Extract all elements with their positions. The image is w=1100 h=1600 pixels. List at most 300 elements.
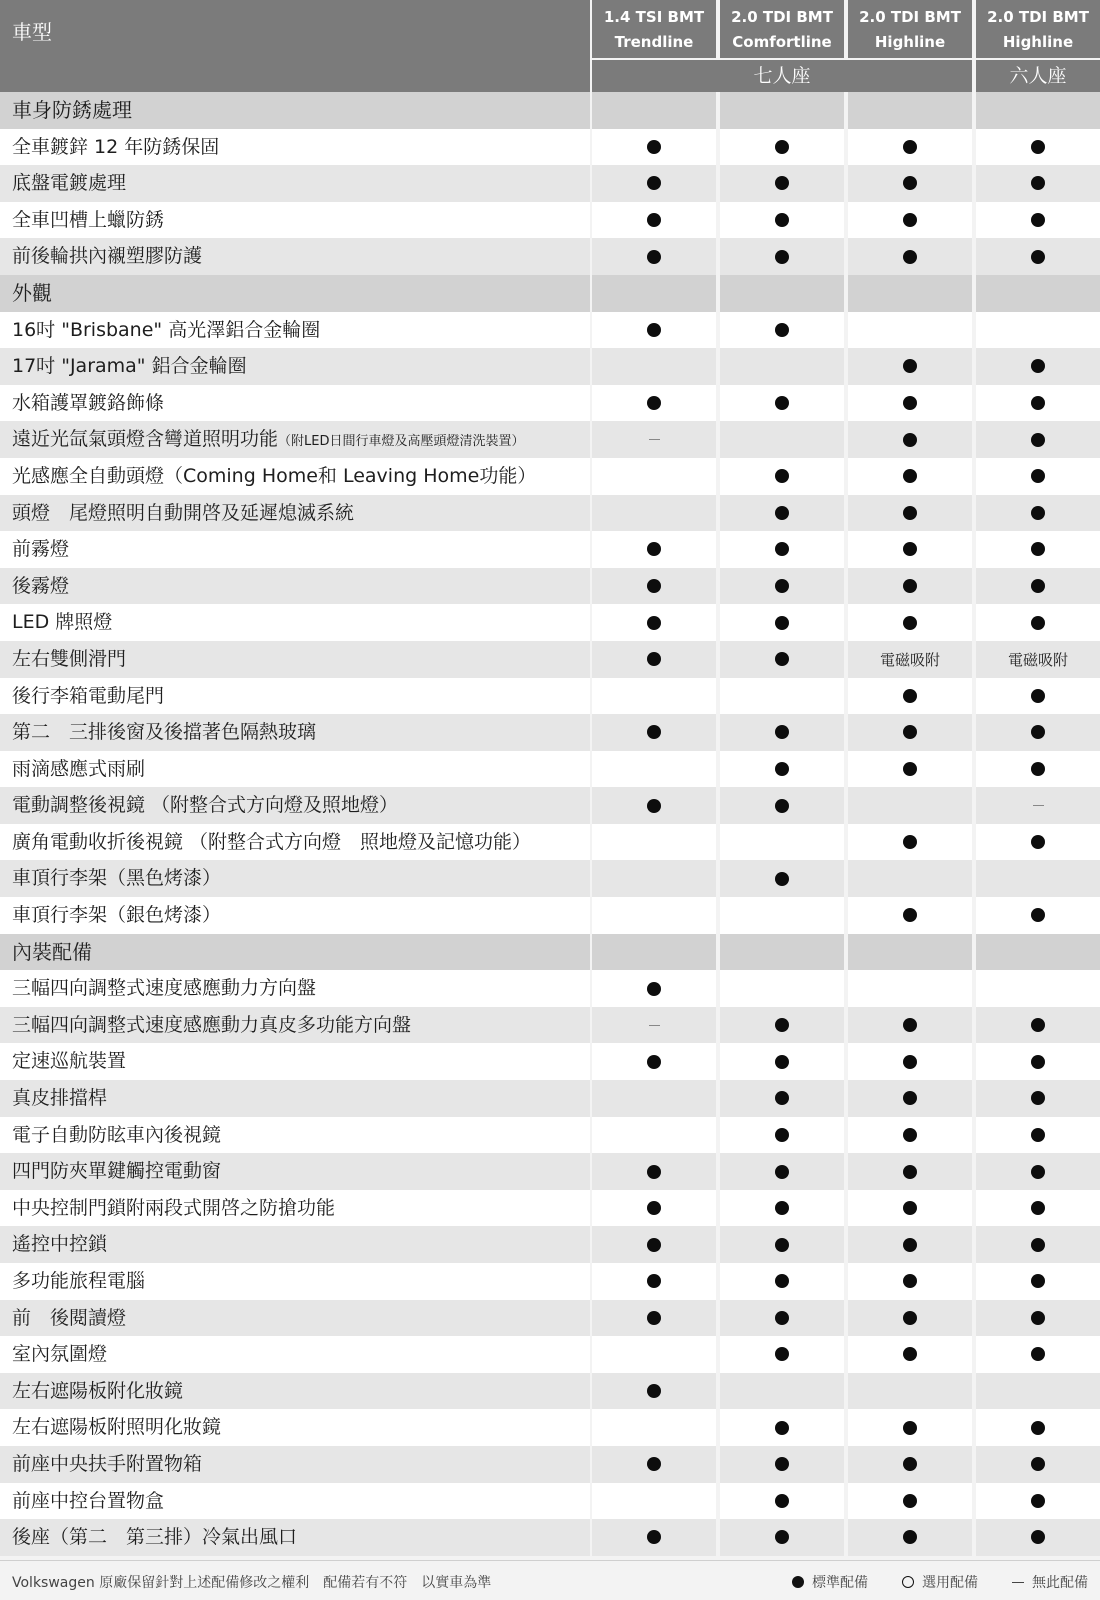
standard-dot-icon — [1031, 396, 1045, 410]
model-engine: 2.0 TDI BMT — [859, 8, 961, 26]
table-row — [0, 1373, 1100, 1410]
standard-dot-icon — [775, 1530, 789, 1544]
standard-dot-icon — [1031, 835, 1045, 849]
availability-cell — [976, 1263, 1100, 1300]
standard-dot-icon — [647, 579, 661, 593]
standard-dot-icon — [775, 1018, 789, 1032]
table-row — [0, 421, 1100, 458]
availability-cell — [976, 1519, 1100, 1556]
availability-cell — [848, 495, 972, 532]
standard-dot-icon — [903, 725, 917, 739]
standard-dot-icon — [1031, 176, 1045, 190]
feature-label — [0, 1519, 590, 1556]
availability-cell — [720, 238, 844, 275]
standard-dot-icon — [792, 1576, 804, 1588]
section-row — [0, 275, 1100, 312]
availability-cell — [592, 458, 716, 495]
availability-cell — [592, 568, 716, 605]
model-header-3 — [848, 0, 972, 58]
availability-cell — [848, 458, 972, 495]
availability-cell — [592, 678, 716, 715]
availability-cell — [976, 897, 1100, 934]
availability-cell — [976, 312, 1100, 349]
availability-cell — [976, 202, 1100, 239]
availability-cell — [848, 1300, 972, 1337]
availability-cell — [720, 1483, 844, 1520]
feature-label — [0, 568, 590, 605]
feature-label-text: 前 後閱讀燈 — [12, 1306, 127, 1329]
feature-label-text: 後霧燈 — [12, 574, 70, 597]
model-trim: Highline — [1002, 33, 1074, 51]
feature-label-text: 多功能旅程電腦 — [12, 1270, 146, 1292]
availability-cell — [592, 897, 716, 934]
standard-dot-icon — [775, 323, 789, 337]
availability-cell — [592, 934, 716, 971]
feature-label — [0, 348, 590, 385]
table-row — [0, 202, 1100, 239]
standard-dot-icon — [775, 1091, 789, 1105]
availability-cell — [976, 348, 1100, 385]
availability-cell — [976, 824, 1100, 861]
availability-cell — [592, 1336, 716, 1373]
availability-cell — [976, 1409, 1100, 1446]
availability-cell — [720, 1446, 844, 1483]
feature-label — [0, 385, 590, 422]
availability-cell — [720, 678, 844, 715]
availability-cell — [592, 1080, 716, 1117]
availability-cell — [720, 495, 844, 532]
disclaimer-note: Volkswagen 原廠保留針對上述配備修改之權利 配備若有不符 以實車為準 — [12, 1575, 492, 1591]
feature-label — [0, 1336, 590, 1373]
feature-label-text: 中央控制門鎖附兩段式開啓之防搶功能 — [12, 1196, 336, 1219]
table-row — [0, 1336, 1100, 1373]
availability-cell — [976, 129, 1100, 166]
availability-cell — [592, 1043, 716, 1080]
availability-cell — [720, 714, 844, 751]
availability-cell — [976, 1300, 1100, 1337]
feature-label — [0, 641, 590, 678]
availability-cell — [848, 934, 972, 971]
standard-dot-icon — [903, 506, 917, 520]
standard-dot-icon — [775, 1055, 789, 1069]
availability-cell — [720, 1080, 844, 1117]
availability-cell — [720, 202, 844, 239]
standard-dot-icon — [1031, 1201, 1045, 1215]
availability-text: 電磁吸附 — [879, 650, 940, 669]
availability-cell — [848, 1153, 972, 1190]
availability-cell — [848, 1336, 972, 1373]
model-engine: 1.4 TSI BMT — [603, 8, 705, 26]
feature-label-text: 四門防夾單鍵觸控電動窗 — [12, 1160, 222, 1183]
standard-dot-icon — [1031, 1091, 1045, 1105]
standard-dot-icon — [903, 762, 917, 776]
availability-cell — [720, 787, 844, 824]
feature-label — [0, 1373, 590, 1410]
availability-cell — [848, 1117, 972, 1154]
availability-cell — [976, 1226, 1100, 1263]
availability-cell — [592, 787, 716, 824]
standard-dot-icon — [775, 213, 789, 227]
standard-dot-icon — [903, 140, 917, 154]
availability-cell — [720, 897, 844, 934]
availability-cell — [720, 1263, 844, 1300]
availability-cell — [720, 1190, 844, 1227]
model-engine: 2.0 TDI BMT — [987, 8, 1089, 26]
model-trim: Comfortline — [732, 33, 832, 51]
standard-dot-icon — [647, 140, 661, 154]
availability-cell — [848, 1080, 972, 1117]
standard-dot-icon — [903, 1018, 917, 1032]
header-title: 車型 — [12, 20, 52, 44]
availability-cell — [976, 1446, 1100, 1483]
availability-cell — [848, 1519, 972, 1556]
standard-dot-icon — [647, 1274, 661, 1288]
spec-table-body — [0, 92, 1100, 1556]
standard-dot-icon — [647, 323, 661, 337]
availability-cell — [720, 860, 844, 897]
table-row — [0, 604, 1100, 641]
availability-cell — [720, 934, 844, 971]
standard-dot-icon — [647, 1165, 661, 1179]
standard-dot-icon — [647, 1201, 661, 1215]
standard-dot-icon — [1031, 1457, 1045, 1471]
header-title-cell — [0, 0, 590, 92]
standard-dot-icon — [1031, 1274, 1045, 1288]
table-row — [0, 1117, 1100, 1154]
standard-dot-icon — [903, 1311, 917, 1325]
table-row — [0, 238, 1100, 275]
availability-cell — [848, 1263, 972, 1300]
table-row — [0, 860, 1100, 897]
feature-label-text: 前後輪拱內襯塑膠防護 — [12, 245, 203, 268]
standard-dot-icon — [903, 359, 917, 373]
feature-label-text: 車頂行李架（銀色烤漆） — [12, 904, 222, 927]
none-dash-icon — [1033, 805, 1044, 806]
section-row — [0, 92, 1100, 129]
availability-cell — [592, 1190, 716, 1227]
section-row — [0, 934, 1100, 971]
availability-cell — [720, 1336, 844, 1373]
feature-label-text: 真皮排擋桿 — [12, 1087, 108, 1110]
table-row — [0, 824, 1100, 861]
availability-cell — [592, 1446, 716, 1483]
standard-dot-icon — [647, 725, 661, 739]
availability-cell — [976, 1373, 1100, 1410]
feature-label-text: 三幅四向調整式速度感應動力真皮多功能方向盤 — [12, 1013, 412, 1036]
standard-dot-icon — [903, 1055, 917, 1069]
availability-cell — [592, 165, 716, 202]
availability-cell — [976, 458, 1100, 495]
availability-cell — [976, 1190, 1100, 1227]
availability-cell — [592, 531, 716, 568]
standard-dot-icon — [1031, 1018, 1045, 1032]
standard-dot-icon — [1031, 579, 1045, 593]
standard-dot-icon — [647, 1238, 661, 1252]
availability-cell — [848, 604, 972, 641]
feature-label — [0, 604, 590, 641]
legend-standard: 標準配備 — [812, 1575, 868, 1591]
availability-cell — [592, 495, 716, 532]
table-row — [0, 312, 1100, 349]
standard-dot-icon — [775, 725, 789, 739]
feature-label-text: 全車凹槽上蠟防銹 — [12, 208, 165, 231]
seat-group-six: 六人座 — [976, 60, 1100, 92]
feature-label-text: 光感應全自動頭燈（Coming Home和 Leaving Home功能） — [12, 464, 537, 487]
table-row — [0, 1483, 1100, 1520]
availability-cell — [592, 1483, 716, 1520]
standard-dot-icon — [775, 1494, 789, 1508]
feature-label-text: 外觀 — [12, 280, 52, 305]
availability-cell — [976, 1153, 1100, 1190]
availability-text: 電磁吸附 — [1007, 650, 1068, 669]
availability-cell — [848, 421, 972, 458]
feature-label-text: 遠近光氙氣頭燈含彎道照明功能 — [12, 428, 279, 451]
availability-cell — [848, 165, 972, 202]
standard-dot-icon — [903, 1201, 917, 1215]
table-row — [0, 1263, 1100, 1300]
feature-label — [0, 1080, 590, 1117]
feature-label-text: 頭燈 尾燈照明自動開啓及延遲熄滅系統 — [12, 501, 355, 524]
standard-dot-icon — [647, 1530, 661, 1544]
feature-label — [0, 751, 590, 788]
model-trim: Trendline — [614, 33, 694, 51]
availability-cell — [592, 714, 716, 751]
standard-dot-icon — [647, 396, 661, 410]
feature-label-text: 廣角電動收折後視鏡 （附整合式方向燈 照地燈及記憶功能） — [12, 830, 532, 853]
availability-cell — [848, 751, 972, 788]
feature-label-text: 16吋 "Brisbane" 高光澤鋁合金輪圈 — [12, 318, 321, 341]
feature-label-text: 遙控中控鎖 — [12, 1233, 108, 1256]
feature-label — [0, 312, 590, 349]
availability-cell — [720, 458, 844, 495]
standard-dot-icon — [903, 250, 917, 264]
standard-dot-icon — [1031, 506, 1045, 520]
table-row — [0, 458, 1100, 495]
standard-dot-icon — [1031, 725, 1045, 739]
standard-dot-icon — [903, 542, 917, 556]
availability-cell — [720, 1153, 844, 1190]
availability-cell — [848, 1409, 972, 1446]
availability-cell — [592, 1263, 716, 1300]
feature-label — [0, 1263, 590, 1300]
standard-dot-icon — [1031, 908, 1045, 922]
standard-dot-icon — [775, 542, 789, 556]
feature-label — [0, 238, 590, 275]
standard-dot-icon — [647, 616, 661, 630]
standard-dot-icon — [647, 176, 661, 190]
availability-cell — [720, 1300, 844, 1337]
standard-dot-icon — [775, 872, 789, 886]
legend-optional: 選用配備 — [922, 1575, 978, 1591]
standard-dot-icon — [775, 1128, 789, 1142]
table-row — [0, 1300, 1100, 1337]
availability-cell — [592, 1226, 716, 1263]
standard-dot-icon — [903, 1238, 917, 1252]
feature-label-text: 雨滴感應式雨刷 — [12, 757, 146, 780]
availability-cell — [976, 751, 1100, 788]
feature-label — [0, 1190, 590, 1227]
availability-cell — [976, 604, 1100, 641]
standard-dot-icon — [903, 1494, 917, 1508]
availability-cell — [848, 714, 972, 751]
availability-cell — [976, 860, 1100, 897]
availability-cell — [720, 1373, 844, 1410]
feature-label — [0, 787, 590, 824]
table-row — [0, 641, 1100, 678]
availability-cell — [848, 129, 972, 166]
feature-label-text: 車頂行李架（黑色烤漆） — [12, 867, 222, 890]
standard-dot-icon — [1031, 1311, 1045, 1325]
table-row — [0, 1007, 1100, 1044]
standard-dot-icon — [1031, 1055, 1045, 1069]
availability-cell — [592, 1373, 716, 1410]
availability-cell — [592, 348, 716, 385]
availability-cell — [848, 641, 972, 678]
availability-cell — [848, 348, 972, 385]
standard-dot-icon — [903, 835, 917, 849]
table-row — [0, 1519, 1100, 1556]
feature-label-note: （附LED日間行車燈及高壓頭燈清洗裝置） — [278, 434, 525, 450]
availability-cell — [592, 385, 716, 422]
feature-label — [0, 1446, 590, 1483]
standard-dot-icon — [903, 579, 917, 593]
availability-cell — [848, 275, 972, 312]
table-row — [0, 787, 1100, 824]
feature-label — [0, 1409, 590, 1446]
standard-dot-icon — [647, 1311, 661, 1325]
availability-cell — [976, 1080, 1100, 1117]
feature-label-text: 17吋 "Jarama" 鋁合金輪圈 — [12, 355, 247, 378]
standard-dot-icon — [1031, 1238, 1045, 1252]
feature-label-text: 水箱護罩鍍鉻飾條 — [12, 391, 165, 414]
availability-cell — [592, 421, 716, 458]
standard-dot-icon — [903, 1091, 917, 1105]
feature-label-text: 底盤電鍍處理 — [12, 172, 127, 195]
availability-cell — [848, 238, 972, 275]
model-trim: Highline — [874, 33, 946, 51]
feature-label — [0, 1153, 590, 1190]
availability-cell — [976, 1336, 1100, 1373]
table-row — [0, 1190, 1100, 1227]
table-row — [0, 531, 1100, 568]
model-engine: 2.0 TDI BMT — [731, 8, 833, 26]
availability-cell — [976, 495, 1100, 532]
standard-dot-icon — [775, 579, 789, 593]
model-header-1 — [592, 0, 716, 58]
standard-dot-icon — [775, 140, 789, 154]
availability-cell — [976, 421, 1100, 458]
feature-label-text: 前霧燈 — [12, 538, 70, 561]
feature-label-text: 左右雙側滑門 — [12, 647, 127, 670]
availability-cell — [720, 1409, 844, 1446]
feature-label-text: 內裝配備 — [12, 939, 92, 964]
availability-cell — [720, 421, 844, 458]
standard-dot-icon — [1031, 1128, 1045, 1142]
availability-cell — [592, 1409, 716, 1446]
feature-label — [0, 714, 590, 751]
standard-dot-icon — [903, 689, 917, 703]
standard-dot-icon — [647, 799, 661, 813]
availability-cell — [592, 202, 716, 239]
feature-label-text: 前座中控台置物盒 — [12, 1489, 165, 1512]
standard-dot-icon — [775, 250, 789, 264]
availability-cell — [976, 568, 1100, 605]
standard-dot-icon — [775, 176, 789, 190]
standard-dot-icon — [647, 652, 661, 666]
standard-dot-icon — [1031, 1347, 1045, 1361]
standard-dot-icon — [647, 1384, 661, 1398]
table-row — [0, 348, 1100, 385]
standard-dot-icon — [1031, 1165, 1045, 1179]
feature-label-text: 左右遮陽板附化妝鏡 — [12, 1379, 184, 1402]
table-row — [0, 970, 1100, 1007]
standard-dot-icon — [1031, 469, 1045, 483]
standard-dot-icon — [775, 1238, 789, 1252]
availability-cell — [848, 1446, 972, 1483]
availability-cell — [848, 787, 972, 824]
availability-cell — [592, 604, 716, 641]
availability-cell — [592, 751, 716, 788]
standard-dot-icon — [903, 396, 917, 410]
legend-none: 無此配備 — [1032, 1575, 1088, 1591]
availability-cell — [976, 641, 1100, 678]
feature-label — [0, 897, 590, 934]
feature-label — [0, 678, 590, 715]
standard-dot-icon — [647, 1457, 661, 1471]
availability-cell — [720, 1226, 844, 1263]
table-row — [0, 165, 1100, 202]
none-dash-icon — [649, 1025, 660, 1026]
feature-label-text: 車身防銹處理 — [12, 98, 132, 122]
availability-cell — [592, 1300, 716, 1337]
table-row — [0, 1226, 1100, 1263]
feature-label — [0, 165, 590, 202]
footer — [0, 1560, 1100, 1600]
availability-cell — [720, 92, 844, 129]
table-row — [0, 678, 1100, 715]
standard-dot-icon — [903, 1347, 917, 1361]
none-dash-icon — [649, 439, 660, 440]
availability-cell — [720, 970, 844, 1007]
availability-cell — [720, 531, 844, 568]
none-dash-icon — [1012, 1582, 1024, 1583]
table-row — [0, 568, 1100, 605]
availability-cell — [848, 1373, 972, 1410]
feature-label — [0, 1483, 590, 1520]
feature-label-text: 前座中央扶手附置物箱 — [12, 1452, 203, 1475]
standard-dot-icon — [1031, 542, 1045, 556]
feature-label-text: 後行李箱電動尾門 — [12, 684, 165, 707]
availability-cell — [720, 641, 844, 678]
standard-dot-icon — [1031, 213, 1045, 227]
standard-dot-icon — [775, 396, 789, 410]
availability-cell — [592, 641, 716, 678]
standard-dot-icon — [775, 1421, 789, 1435]
standard-dot-icon — [647, 982, 661, 996]
table-row — [0, 1446, 1100, 1483]
standard-dot-icon — [775, 652, 789, 666]
availability-cell — [720, 129, 844, 166]
availability-cell — [976, 1117, 1100, 1154]
table-row — [0, 1080, 1100, 1117]
availability-cell — [976, 714, 1100, 751]
availability-cell — [592, 129, 716, 166]
availability-cell — [592, 824, 716, 861]
standard-dot-icon — [1031, 433, 1045, 447]
feature-label-text: 室內氛圍燈 — [12, 1343, 108, 1366]
standard-dot-icon — [647, 250, 661, 264]
availability-cell — [848, 970, 972, 1007]
